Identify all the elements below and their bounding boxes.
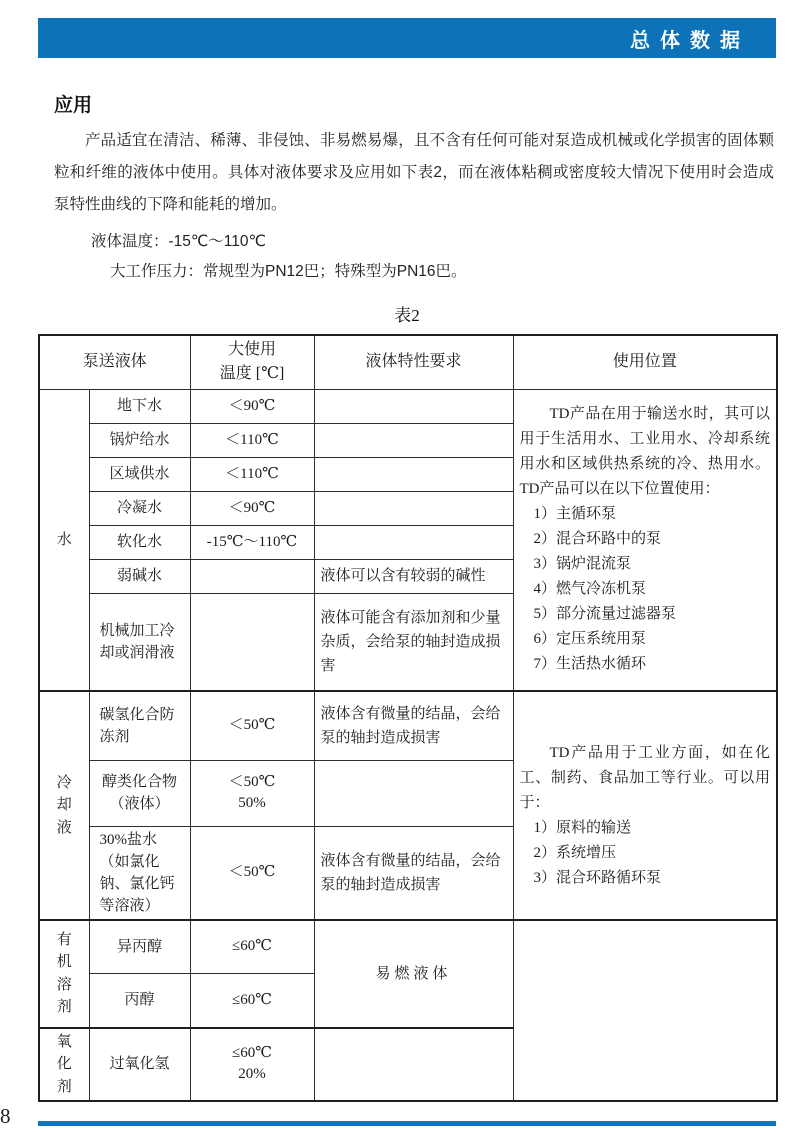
usage-item: 3）锅炉混流泵	[533, 556, 632, 573]
usage-item: 2）系统增压	[533, 845, 617, 862]
table-row	[39, 389, 777, 423]
liquid-temperature-line: 液体温度：-15℃～110℃	[91, 233, 266, 250]
liquid-cell: 丙醇	[89, 974, 190, 1028]
temp-cell: ≤60℃	[190, 920, 314, 974]
liquid-cell: 软化水	[89, 525, 190, 559]
liquid-cell: 碳氢化合防冻剂	[89, 691, 190, 760]
temp-cell	[190, 760, 314, 826]
req-cell-flammable: 易燃液体	[314, 920, 513, 1028]
req-cell	[314, 760, 513, 826]
temp-line2: 50%	[238, 795, 266, 811]
table-caption: 表2	[394, 306, 420, 325]
group-cell-water	[39, 389, 89, 691]
temp-cell: ＜50℃	[190, 826, 314, 920]
application-heading: 应用	[54, 95, 93, 116]
usage-item: 5）部分流量过滤器泵	[533, 606, 677, 623]
req-cell	[314, 423, 513, 457]
liquid-cell: 地下水	[89, 389, 190, 423]
usage-item: 7）生活热水循环	[533, 656, 647, 673]
liquid-cell: 30%盐水（如氯化钠、氯化钙等溶液）	[89, 826, 190, 920]
temp-cell	[190, 1028, 314, 1102]
page-number: 8	[0, 1104, 11, 1128]
temp-cell: ＜110℃	[190, 457, 314, 491]
req-cell	[314, 389, 513, 423]
liquid-cell: 过氧化氢	[89, 1028, 190, 1102]
liquid-cell: 醇类化合物（液体）	[89, 760, 190, 826]
col-header-pumped-liquid: 泵送液体	[39, 335, 190, 389]
col-header-max-temp	[190, 335, 314, 389]
section-banner	[38, 18, 776, 58]
usage-cell-water	[513, 389, 777, 691]
temp-line2: 20%	[238, 1066, 266, 1083]
liquids-table	[38, 334, 778, 1102]
temp-cell: ＜90℃	[190, 389, 314, 423]
usage-item: 2）混合环路中的泵	[533, 531, 662, 548]
liquid-cell: 机械加工冷却或润滑液	[89, 593, 190, 691]
req-cell: 液体含有微量的结晶，会给泵的轴封造成损害	[314, 826, 513, 920]
usage-item: 1）主循环泵	[533, 506, 617, 523]
group-cell-coolant	[39, 691, 89, 920]
table-header-row	[39, 335, 777, 389]
application-paragraph: 产品适宜在清洁、稀薄、非侵蚀、非易燃易爆，且不含有任何可能对泵造成机械或化学损害的固体颗粒和纤维的液体中使用。具体对液体要求及应用如下表2，而在液体粘稠或密度较大情况下使用时会造成泵特性曲线的下降和能耗的增加。	[54, 132, 774, 213]
req-cell: 液体可能含有添加剂和少量杂质，会给泵的轴封造成损害	[314, 593, 513, 691]
col-header-usage-location: 使用位置	[513, 335, 777, 389]
usage-cell-coolant	[513, 691, 777, 920]
banner-title: 总体数据	[630, 29, 750, 52]
req-cell	[314, 457, 513, 491]
group-cell-oxidizer	[39, 1028, 89, 1102]
liquid-cell: 冷凝水	[89, 491, 190, 525]
temp-line1: ＜50℃	[228, 774, 276, 790]
page-content	[38, 18, 776, 1102]
working-pressure-line: 大工作压力：常规型为PN12巴；特殊型为PN16巴。	[110, 263, 467, 280]
req-cell	[314, 491, 513, 525]
temp-line1: ≤60℃	[232, 1045, 273, 1062]
group-cell-organic-solvent	[39, 920, 89, 1028]
usage-item: 1）原料的输送	[533, 820, 632, 837]
temp-cell: ＜110℃	[190, 423, 314, 457]
usage-paragraph: TD产品在用于输送水时，其可以用于生活用水、工业用水、冷却系统用水和区域供热系统的冷、热用水。TD产品可以在以下位置使用：	[519, 406, 771, 498]
req-cell	[314, 525, 513, 559]
usage-paragraph: TD产品用于工业方面，如在化工、制药、食品加工等行业。可以用于：	[519, 745, 771, 812]
usage-item: 4）燃气冷冻机泵	[533, 581, 647, 598]
group-label: 冷却液	[56, 774, 72, 836]
application-section	[38, 90, 776, 287]
usage-item: 6）定压系统用泵	[533, 631, 647, 648]
liquid-cell: 弱碱水	[89, 559, 190, 593]
footer-rule	[38, 1121, 776, 1126]
table-row	[39, 920, 777, 974]
req-cell: 液体可以含有较弱的碱性	[314, 559, 513, 593]
group-label: 氧化剂	[56, 1033, 72, 1095]
col-header-liquid-requirement: 液体特性要求	[314, 335, 513, 389]
temp-cell: ＜90℃	[190, 491, 314, 525]
temp-cell: ＜50℃	[190, 691, 314, 760]
usage-item: 3）混合环路循环泵	[533, 870, 662, 887]
temp-cell: -15℃～110℃	[190, 525, 314, 559]
req-cell	[314, 1028, 513, 1102]
col-header-max-temp-line1: 大使用	[228, 341, 277, 359]
col-header-max-temp-line2: 温度 [℃]	[219, 365, 285, 383]
table-row	[39, 691, 777, 760]
group-label: 有机溶剂	[56, 931, 72, 1015]
usage-cell-bottom-empty	[513, 920, 777, 1102]
liquid-cell: 异丙醇	[89, 920, 190, 974]
group-label: 水	[56, 531, 72, 548]
temp-cell	[190, 559, 314, 593]
temp-cell: ≤60℃	[190, 974, 314, 1028]
req-cell: 液体含有微量的结晶，会给泵的轴封造成损害	[314, 691, 513, 760]
temp-cell	[190, 593, 314, 691]
liquid-cell: 区域供水	[89, 457, 190, 491]
liquid-cell: 锅炉给水	[89, 423, 190, 457]
